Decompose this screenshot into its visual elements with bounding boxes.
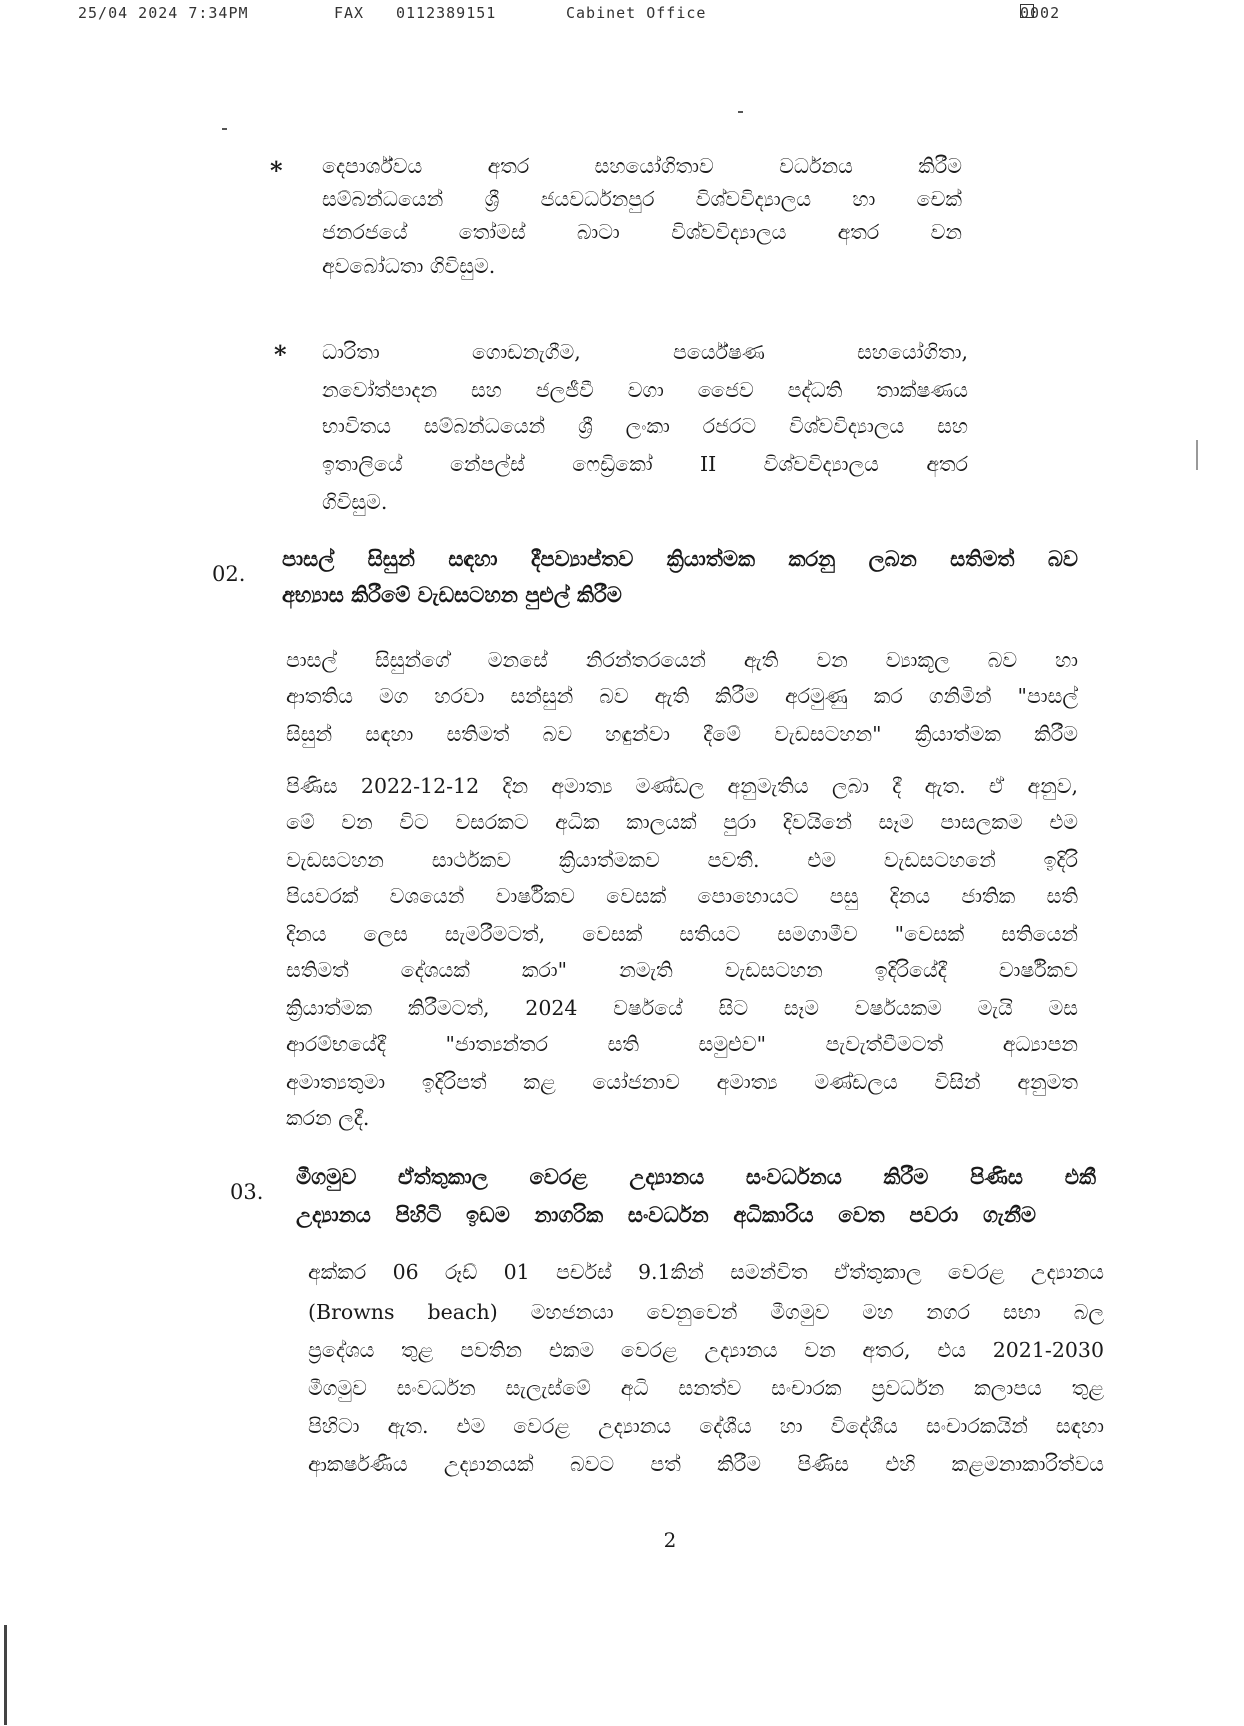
heading-line: අභ්‍යාස කිරීමේ වැඩසටහන පුළුල් කිරීම xyxy=(282,582,622,607)
text-line: ජනරජයේ තෝමස් බාටා විශ්වවිද්‍යාලය අතර වන xyxy=(322,220,962,244)
text-line: ආතතිය මග හරවා සන්සුන් බව ඇති කිරීම අරමුණු කර ගනිමින් "පාසල් xyxy=(286,684,1078,708)
text-line: ආකර්ෂණීය උද්‍යානයක් බවට පත් කිරීම පිණිස එහි කළමනාකාරිත්වය xyxy=(308,1452,1104,1476)
fax-number: 0112389151 xyxy=(396,4,497,22)
bullet-marker: * xyxy=(270,156,283,185)
scan-speck xyxy=(738,111,743,113)
text-line: නවෝත්පාදන සහ ජලජීවී වගා ජෛව පද්ධති තාක්ෂණය xyxy=(322,378,968,402)
text-line: ඉතාලියේ නේපල්ස් ෆෙඩ්‍රිකෝ II විශ්වවිද්‍යාලය අතර xyxy=(322,452,968,476)
text-line: ආරම්භයේදී "ජාත්‍යන්තර සති සමුළුව" පැවැත්වීමටත් අධ්‍යාපන xyxy=(286,1032,1078,1056)
text-line: මේ වන විට වසරකට අධික කාලයක් පුරා දිවයිනේ සෑම පාසලකම එම xyxy=(286,810,1078,834)
text-line: අමාත්‍යතුමා ඉදිරිපත් කළ යෝජනාව අමාත්‍ය මණ්ඩලය විසින් අනුමත xyxy=(286,1070,1078,1094)
text-line: පාසල් සිසුන්ගේ මනසේ නිරන්තරයෙන් ඇති වන ව්‍යාකූල බව හා xyxy=(286,648,1078,672)
section-number: 02. xyxy=(212,562,246,586)
text-line: දිනය ලෙස සැමරීමටත්, වෙසක් සතියට සමගාමීව "වෙසක් සතියෙන් xyxy=(286,922,1078,946)
text-line: දෙපාර්ශ්වය අතර සහයෝගිතාව වර්ධනය කිරීම xyxy=(322,154,962,178)
text-line: ක්‍රියාත්මක කිරීමටත්, 2024 වර්ෂයේ සිට සෑම වර්ෂයකම මැයි මස xyxy=(286,996,1078,1020)
text-line: ගිවිසුම. xyxy=(322,490,388,514)
bullet-marker: * xyxy=(274,340,287,369)
scan-edge-mark xyxy=(1196,440,1198,470)
text-line: (Browns beach) මහජනයා වෙනුවෙන් මීගමුව මහ නගර සභා බල xyxy=(308,1300,1104,1324)
text-line: භාවිතය සම්බන්ධයෙන් ශ්‍රී ලංකා රජරට විශ්වවිද්‍යාලය සහ xyxy=(322,414,968,438)
fax-department: Cabinet Office xyxy=(566,4,707,22)
heading-line: උද්‍යානය පිහිටි ඉඩම නාගරික සංවර්ධන අධිකාරිය වෙත පවරා ගැනීම xyxy=(296,1202,1036,1227)
text-line: කරන ලදී. xyxy=(286,1106,370,1130)
text-line: අක්කර 06 රූඩ් 01 පර්චස් 9.1කින් සමන්විත ඒත්තුකාල වෙරළ උද්‍යානය xyxy=(308,1260,1104,1284)
fax-datetime: 25/04 2024 7:34PM xyxy=(78,4,249,22)
text-line: ප්‍රදේශය තුළ පවතින එකම වෙරළ උද්‍යානය වන අතර, එය 2021-2030 xyxy=(308,1338,1104,1362)
text-line: ධාරිතා ගොඩනැගීම, පර්යේෂණ සහයෝගිතා, xyxy=(322,340,968,364)
section-number: 03. xyxy=(230,1180,264,1204)
text-line: පියවරක් වශයෙන් වාර්ෂිකව වෙසක් පොහොයට පසු දිනය ජාතික සති xyxy=(286,884,1078,908)
scan-edge-mark xyxy=(4,1625,7,1725)
fax-label: FAX xyxy=(334,4,365,22)
text-line: අවබෝධතා ගිවිසුම. xyxy=(322,254,496,278)
text-line: පිහිටා ඇත. එම වෙරළ උද්‍යානය දේශීය හා විදේශීය සංචාරකයින් සඳහා xyxy=(308,1414,1104,1438)
text-line: පිණිස 2022-12-12 දින අමාත්‍ය මණ්ඩල අනුමැතිය ලබා දී ඇත. ඒ අනුව, xyxy=(286,774,1078,798)
text-line: මීගමුව සංවර්ධන සැලැස්මේ අධි සනත්ව සංචාරක ප්‍රවර්ධන කලාපය තුළ xyxy=(308,1376,1104,1400)
text-line: සම්බන්ධයෙන් ශ්‍රී ජයවර්ධනපුර විශ්වවිද්‍යාලය හා චෙක් xyxy=(322,187,962,211)
text-line: වැඩසටහන සාර්ථකව ක්‍රියාත්මකව පවතී. එම වැඩසටහනේ ඉදිරි xyxy=(286,848,1078,872)
scan-speck xyxy=(222,128,227,130)
fax-header: 25/04 2024 7:34PM FAX 0112389151 Cabinet Office 0002 xyxy=(78,4,1061,22)
page-number: 2 xyxy=(663,1528,677,1552)
heading-line: මීගමුව ඒත්තුකාල වෙරළ උද්‍යානය සංවර්ධනය කිරීම පිණිස එකී xyxy=(296,1164,1096,1189)
text-line: සිසුන් සඳහා සතිමත් බව හඳුන්වා දීමේ වැඩසටහන" ක්‍රියාත්මක කිරීම xyxy=(286,722,1078,746)
heading-line: පාසල් සිසුන් සඳහා දීපව්‍යාප්තව ක්‍රියාත්මක කරනු ලබන සතිමත් බව xyxy=(282,546,1078,571)
text-line: සතිමත් දේශයක් කරා" නමැති වැඩසටහන ඉදිරියේදී වාර්ෂිකව xyxy=(286,958,1078,982)
